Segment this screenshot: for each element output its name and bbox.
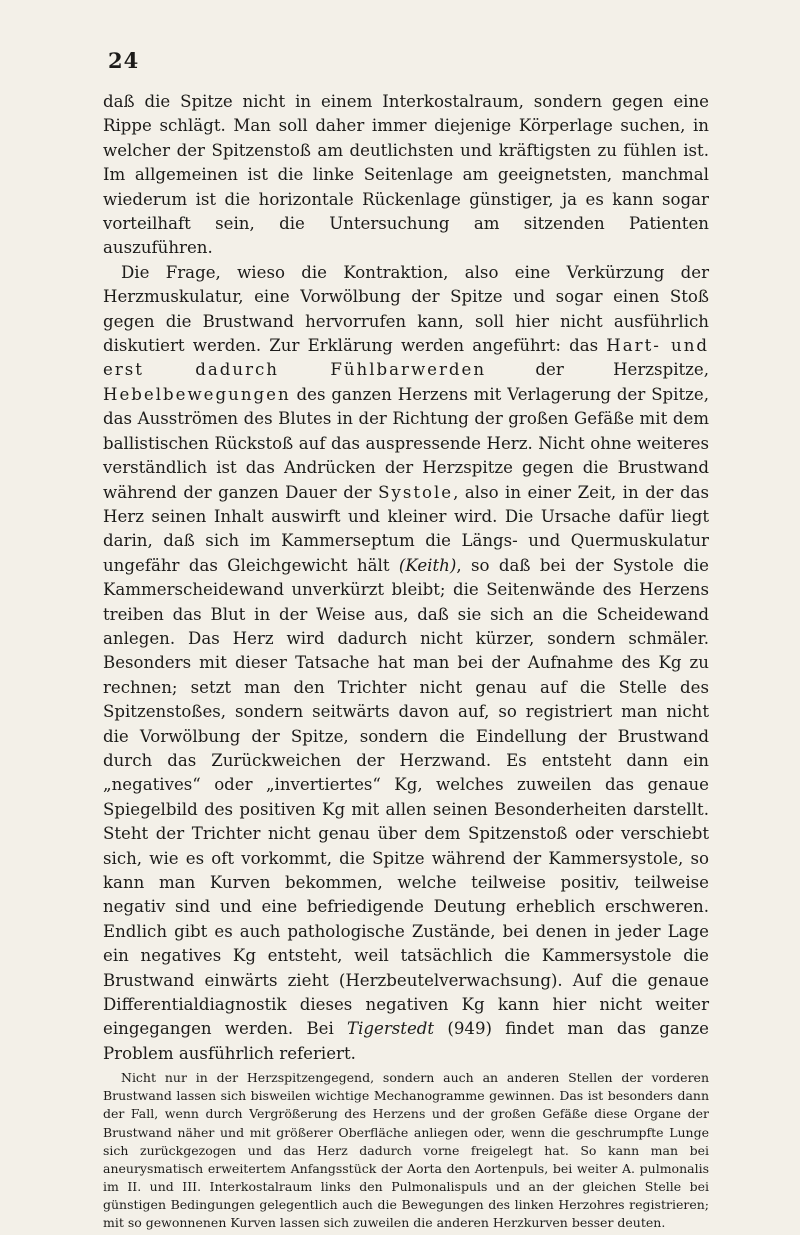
text-run: des ganzen Herzens mit Verlagerung der Spitze, das Ausströmen des Blutes in der Richtung der großen Gefäße mit dem ballistischen Rückstoß auf das auspressende Herz. Nicht ohne weiteres verständlich ist das Andrücken der Herzspitze gegen die Brustwand während der ganzen Dauer der: [103, 384, 709, 502]
author-citation: (Keith): [398, 555, 457, 575]
text-run: der Herzspitze,: [486, 360, 710, 380]
emphasized-term: Hart- und erst dadurch Fühlbarwerden: [103, 336, 710, 380]
paragraph: [103, 261, 709, 1066]
emphasized-term: Hebelbewegungen: [103, 384, 291, 404]
text-run: daß die Spitze nicht in einem Interkostalraum, sondern gegen eine Rippe schlägt. Man soll daher immer diejenige Körperlage suchen, in welcher der Spitzenstoß am deutlichsten und kräftigsten zu fühlen ist. Im allgemeinen ist die linke Seitenlage am geeignetsten, manchmal wiederum ist die horizontale Rückenlage günstiger, ja es kann sogar vorteilhaft sein, die Untersuchung am sitzenden Patienten auszuführen.: [103, 92, 709, 258]
text-run: (949) findet man das ganze Problem ausführlich referiert.: [103, 1019, 709, 1063]
text-run: , so daß bei der Systole die Kammerscheidewand unverkürzt bleibt; die Seitenwände des Herzens treiben das Blut in der Weise aus, daß sie sich an die Scheidewand anlegen. Das Herz wird dadurch nicht kürzer, sondern schmäler. Besonders mit dieser Tatsache hat man bei der Aufnahme des Kg zu rechnen; setzt man den Trichter nicht genau auf die Stelle des Spitzenstoßes, sondern seitwärts davon auf, so registriert man nicht die Vorwölbung der Spitze, sondern die Eindellung der Brustwand durch das Zurückweichen der Herzwand. Es entsteht dann ein „negatives“ oder „invertiertes“ Kg, welches zuweilen das genaue Spiegelbild des positiven Kg mit allen seinen Besonderheiten darstellt. Steht der Trichter nicht genau über dem Spitzenstoß oder verschiebt sich, wie es oft vorkommt, die Spitze während der Kammersystole, so kann man Kurven bekommen, welche teilweise positiv, teilweise negativ sind und eine befriedigende Deutung erheblich erschweren. Endlich gibt es auch pathologische Zustände, bei denen in jeder Lage ein negatives Kg entsteht, weil tatsächlich die Kammersystole die Brustwand einwärts zieht (Herzbeutelverwachsung). Auf die genaue Differentialdiagnostik dieses negativen Kg kann hier nicht weiter eingegangen werden. Bei: [103, 555, 709, 1039]
text-run: Die Frage, wieso die Kontraktion, also eine Verkürzung der Herzmuskulatur, eine Vorwölbung der Spitze und sogar einen Stoß gegen die Brustwand hervorrufen kann, soll hier nicht ausführlich diskutiert werden. Zur Erklärung werden angeführt: das: [103, 262, 709, 356]
author-citation: Tigerstedt: [347, 1019, 435, 1039]
emphasized-term: Systole: [378, 482, 454, 502]
body-text: [103, 90, 709, 1232]
text-run: , also in einer Zeit, in der das Herz seinen Inhalt auswirft und kleiner wird. Die Ursache dafür liegt darin, daß sich im Kammerseptum die Längs- und Quermuskulatur ungefähr das Gleichgewicht hält: [103, 482, 710, 575]
page-number: 24: [108, 48, 140, 73]
small-print-note: Nicht nur in der Herzspitzengegend, sondern auch an anderen Stellen der vorderen Brustwand lassen sich bisweilen wichtige Mechanogramme gewinnen. Das ist besonders dann der Fall, wenn durch Vergrößerung des Herzens und der großen Gefäße diese Organe der Brustwand näher und mit größerer Oberfläche anliegen oder, wenn die geschrumpfte Lunge sich zurückgezogen und das Herz dadurch vorne freigelegt hat. So kann man bei aneurysmatisch erweitertem Anfangsstück der Aorta den Aortenpuls, bei weiter A. pulmonalis im II. und III. Interkostalraum links den Pulmonalispuls und an der gleichen Stelle bei günstigen Bedingungen gelegentlich auch die Bewegungen des linken Herzohres registrieren; mit so gewonnenen Kurven lassen sich zuweilen die anderen Herzkurven besser deuten.: [103, 1070, 709, 1230]
paragraph: [103, 90, 709, 261]
